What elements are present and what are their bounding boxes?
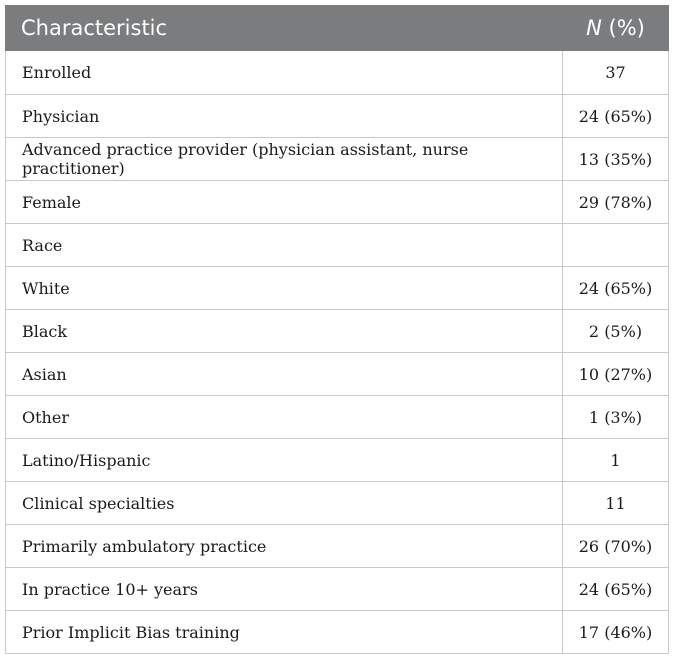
header-n-label: N [586, 16, 602, 40]
row-label: Asian [6, 353, 563, 396]
row-value: 10 (27%) [563, 353, 669, 396]
row-value: 26 (70%) [563, 525, 669, 568]
row-value: 1 [563, 439, 669, 482]
table-row [6, 525, 669, 568]
table-row [6, 310, 669, 353]
row-label: Other [6, 396, 563, 439]
characteristics-table-container [5, 5, 668, 654]
row-value: 17 (46%) [563, 611, 669, 654]
table-row [6, 138, 669, 181]
table-row [6, 51, 669, 95]
table-row [6, 267, 669, 310]
row-label: Black [6, 310, 563, 353]
table-row [6, 568, 669, 611]
table-row [6, 181, 669, 224]
row-value: 2 (5%) [563, 310, 669, 353]
row-value: 29 (78%) [563, 181, 669, 224]
table-row [6, 353, 669, 396]
row-value [563, 224, 669, 267]
row-label: Advanced practice provider (physician assistant, nurse practitioner) [6, 138, 563, 181]
row-value: 1 (3%) [563, 396, 669, 439]
row-value: 24 (65%) [563, 95, 669, 138]
row-label: White [6, 267, 563, 310]
row-label: Primarily ambulatory practice [6, 525, 563, 568]
row-label: Enrolled [6, 51, 563, 95]
row-label: Prior Implicit Bias training [6, 611, 563, 654]
table-body [6, 51, 669, 654]
table-row [6, 611, 669, 654]
header-characteristic: Characteristic [6, 6, 563, 51]
row-value: 13 (35%) [563, 138, 669, 181]
header-pct-label: (%) [601, 16, 645, 40]
table-header [6, 6, 669, 51]
row-value: 24 (65%) [563, 568, 669, 611]
row-label: In practice 10+ years [6, 568, 563, 611]
row-label: Physician [6, 95, 563, 138]
row-value: 37 [563, 51, 669, 95]
characteristics-table [5, 5, 669, 654]
table-row [6, 482, 669, 525]
row-label: Female [6, 181, 563, 224]
table-row [6, 396, 669, 439]
row-label: Race [6, 224, 563, 267]
table-row [6, 224, 669, 267]
row-value: 24 (65%) [563, 267, 669, 310]
row-label: Clinical specialties [6, 482, 563, 525]
row-value: 11 [563, 482, 669, 525]
header-row [6, 6, 669, 51]
table-row [6, 95, 669, 138]
table-row [6, 439, 669, 482]
row-label: Latino/Hispanic [6, 439, 563, 482]
header-n-percent [563, 6, 669, 51]
